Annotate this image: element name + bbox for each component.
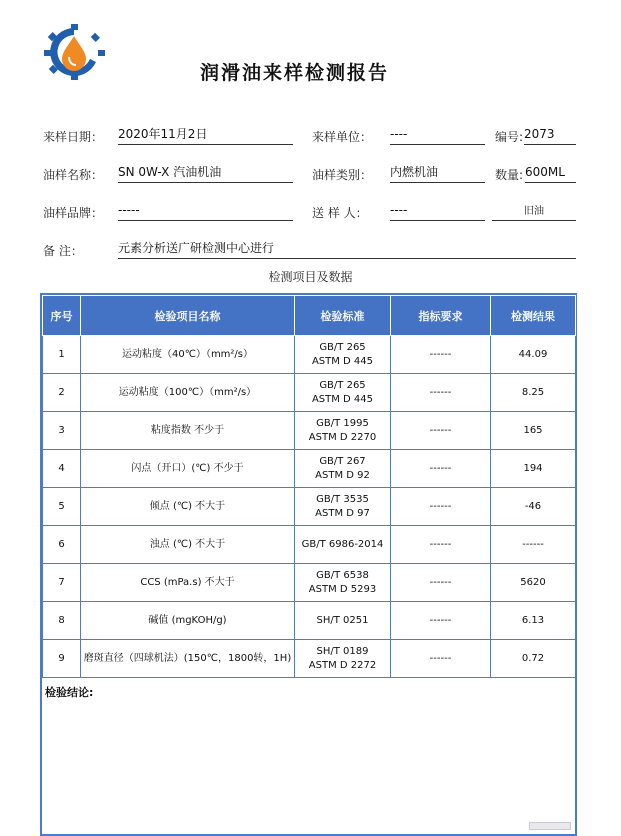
row-result: 0.72 [491, 640, 576, 678]
sample-brand-label: 油样品牌： [43, 206, 104, 220]
standard-line-1: GB/T 265 [319, 379, 366, 391]
table-row [43, 412, 576, 450]
report-number-value: 2073 [524, 127, 576, 145]
row-no: 2 [43, 374, 81, 412]
standard-line-1: SH/T 0189 [316, 645, 369, 657]
standard-line-2: ASTM D 97 [315, 507, 370, 519]
row-result: 6.13 [491, 602, 576, 640]
oil-drop-gear-logo-icon [44, 24, 106, 80]
col-header-requirement: 指标要求 [391, 296, 491, 336]
scan-corner-mark [529, 822, 571, 830]
standard-line-2: ASTM D 2272 [308, 659, 377, 671]
row-item: 倾点 (℃) 不大于 [81, 488, 295, 526]
standard-line-1: GB/T 265 [319, 341, 366, 353]
row-item: 粘度指数 不少于 [81, 412, 295, 450]
col-header-no: 序号 [43, 296, 81, 336]
table-row [43, 602, 576, 640]
row-standard [295, 564, 391, 602]
row-requirement: ------ [391, 412, 491, 450]
col-header-result: 检测结果 [491, 296, 576, 336]
col-header-item: 检验项目名称 [81, 296, 295, 336]
sample-name-value: SN 0W-X 汽油机油 [118, 165, 293, 183]
sample-name-label: 油样名称： [43, 168, 104, 182]
sender-label: 送 样 人： [312, 206, 368, 220]
row-standard [295, 488, 391, 526]
row-result: 44.09 [491, 336, 576, 374]
row-item: 运动粘度（40℃）（mm²/s） [81, 336, 295, 374]
conclusion-label: 检验结论: [45, 686, 94, 699]
table-header-row [43, 296, 576, 336]
sample-date-value: 2020年11月2日 [118, 127, 293, 145]
section-title: 检测项目及数据 [268, 270, 353, 284]
row-requirement: ------ [391, 374, 491, 412]
row-no: 5 [43, 488, 81, 526]
row-requirement: ------ [391, 336, 491, 374]
sample-unit-label: 来样单位： [312, 130, 373, 144]
remark-label: 备 注： [43, 244, 83, 258]
row-standard [295, 374, 391, 412]
row-standard [295, 602, 391, 640]
sample-brand-value: ----- [118, 203, 293, 221]
row-no: 8 [43, 602, 81, 640]
oil-state-value: 旧油 [492, 203, 576, 221]
results-table [42, 295, 576, 678]
report-number-label: 编号: [495, 130, 524, 144]
sample-date-label: 来样日期： [43, 130, 104, 144]
col-header-standard: 检验标准 [295, 296, 391, 336]
quantity-value: 600ML [525, 165, 576, 183]
row-result: ------ [491, 526, 576, 564]
table-row [43, 488, 576, 526]
standard-line-1: GB/T 3535 [316, 493, 369, 505]
table-row [43, 374, 576, 412]
row-standard [295, 640, 391, 678]
table-row [43, 450, 576, 488]
row-result: 165 [491, 412, 576, 450]
row-requirement: ------ [391, 526, 491, 564]
remark-value: 元素分析送广研检测中心进行 [118, 241, 576, 259]
row-item: 浊点 (℃) 不大于 [81, 526, 295, 564]
standard-line-2: ASTM D 445 [311, 355, 374, 367]
row-no: 3 [43, 412, 81, 450]
row-no: 6 [43, 526, 81, 564]
row-no: 9 [43, 640, 81, 678]
sample-category-value: 内燃机油 [390, 165, 485, 183]
row-standard [295, 450, 391, 488]
standard-line-2: ASTM D 445 [311, 393, 374, 405]
row-standard [295, 412, 391, 450]
standard-line-1: GB/T 6986-2014 [301, 538, 384, 550]
row-requirement: ------ [391, 450, 491, 488]
sender-value: ---- [390, 203, 485, 221]
row-item: 闪点（开口）(℃) 不少于 [81, 450, 295, 488]
table-row [43, 564, 576, 602]
row-result: 5620 [491, 564, 576, 602]
row-item: CCS (mPa.s) 不大于 [81, 564, 295, 602]
standard-line-2: ASTM D 5293 [308, 583, 377, 595]
row-no: 7 [43, 564, 81, 602]
quantity-label: 数量: [495, 168, 524, 182]
row-result: -46 [491, 488, 576, 526]
sample-unit-value: ---- [390, 127, 485, 145]
row-standard [295, 336, 391, 374]
row-no: 4 [43, 450, 81, 488]
row-requirement: ------ [391, 488, 491, 526]
report-title: 润滑油来样检测报告 [200, 62, 390, 84]
row-no: 1 [43, 336, 81, 374]
row-requirement: ------ [391, 640, 491, 678]
standard-line-1: GB/T 6538 [316, 569, 369, 581]
table-row [43, 526, 576, 564]
row-result: 8.25 [491, 374, 576, 412]
standard-line-1: GB/T 1995 [316, 417, 369, 429]
row-item: 运动粘度（100℃）（mm²/s） [81, 374, 295, 412]
standard-line-2: ASTM D 2270 [308, 431, 377, 443]
row-result: 194 [491, 450, 576, 488]
sample-category-label: 油样类别： [312, 168, 373, 182]
table-row [43, 336, 576, 374]
row-standard [295, 526, 391, 564]
standard-line-2: ASTM D 92 [315, 469, 370, 481]
row-requirement: ------ [391, 564, 491, 602]
results-table-frame [40, 293, 577, 836]
standard-line-1: SH/T 0251 [316, 614, 369, 626]
standard-line-1: GB/T 267 [319, 455, 366, 467]
row-item: 磨斑直径（四球机法）(150℃，1800转，1H) [81, 640, 295, 678]
row-item: 碱值 (mgKOH/g) [81, 602, 295, 640]
row-requirement: ------ [391, 602, 491, 640]
table-row [43, 640, 576, 678]
